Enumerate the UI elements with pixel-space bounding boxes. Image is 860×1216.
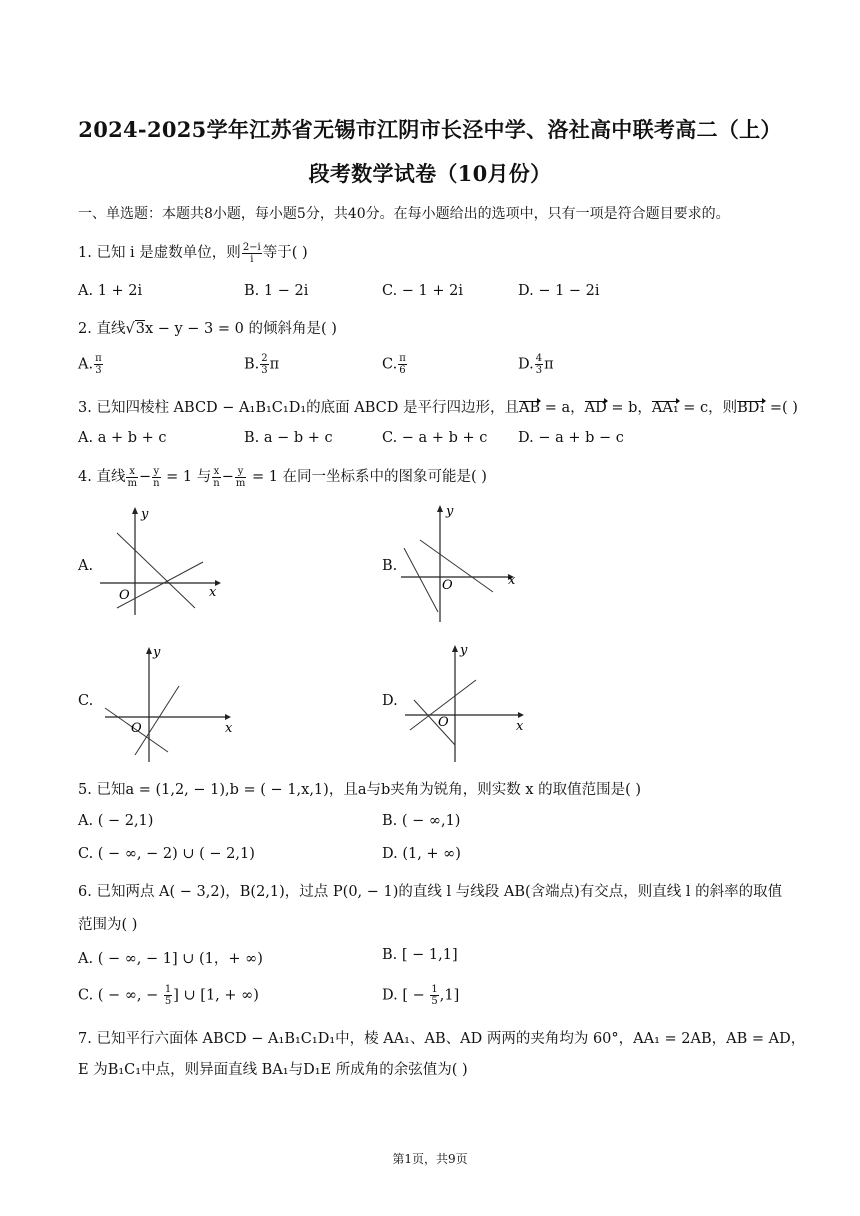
- q5-option-a[interactable]: A. ( − 2,1): [78, 813, 154, 829]
- q1-fraction: $\frac{2-i}{i}$: [242, 241, 261, 265]
- question-5: 5. 已知a = (1,2, − 1),b = ( − 1,x,1)，且a与b夹角为锐角，则实数 x 的取值范围是( ): [78, 782, 642, 798]
- q5-option-d[interactable]: D. (1, + ∞): [382, 846, 461, 862]
- graph-b-x-label: x: [508, 573, 516, 588]
- graph-b[interactable]: [398, 500, 528, 625]
- q1-stem-post: 等于( ): [262, 245, 308, 261]
- q2-root: 3: [135, 321, 145, 337]
- question-3: 3. 已知四棱柱 ABCD − A₁B₁C₁D₁的底面 ABCD 是平行四边形，且AB = a，AD = b，AA₁ = c，则BD₁ =( ): [78, 400, 798, 416]
- q6-option-d[interactable]: D. [ − $\frac{1}{5}$ ,1]: [382, 984, 460, 1007]
- graph-c-x-label: x: [225, 721, 233, 736]
- question-6-line1: 6. 已知两点 A( − 3,2)，B(2,1)，过点 P(0, − 1)的直线 l 与线段 AB(含端点)有交点，则直线 l 的斜率的取值: [78, 884, 783, 900]
- graph-a-origin: O: [119, 588, 130, 603]
- q4-option-b-label[interactable]: B.: [382, 558, 398, 574]
- vector-ab: AB: [518, 400, 541, 416]
- vector-bd1: BD₁: [737, 400, 766, 416]
- q1-option-b[interactable]: B. 1 − 2i: [244, 283, 309, 299]
- q2-stem-post: x − y − 3 = 0 的倾斜角是( ): [144, 321, 337, 337]
- q6-option-b[interactable]: B. [ − 1,1]: [382, 947, 458, 963]
- graph-b-origin: O: [442, 578, 453, 593]
- q4-option-a-label[interactable]: A.: [78, 558, 94, 574]
- graph-a[interactable]: [95, 500, 230, 620]
- q1-option-c[interactable]: C. − 1 + 2i: [382, 283, 464, 299]
- q3-stem: 3. 已知四棱柱 ABCD − A₁B₁C₁D₁的底面 ABCD 是平行四边形，且: [78, 400, 519, 416]
- question-1: [78, 241, 308, 265]
- vector-aa1: AA₁: [651, 400, 679, 416]
- question-6-line2: 范围为( ): [78, 917, 138, 933]
- q2-stem-pre: 2. 直线: [78, 321, 126, 337]
- q3-option-b[interactable]: B. a − b + c: [244, 430, 333, 446]
- section-heading: 一、单选题：本题共8小题，每小题5分，共40分。在每小题给出的选项中，只有一项是符合题目要求的。: [78, 206, 730, 222]
- graph-d-x-label: x: [516, 719, 524, 734]
- graph-a-x-label: x: [209, 585, 217, 600]
- q3-option-c[interactable]: C. − a + b + c: [382, 430, 488, 446]
- graph-c-y-label: y: [153, 645, 161, 660]
- q2-option-a[interactable]: A. $\frac{\pi}{3}$: [78, 353, 102, 376]
- q1-option-d[interactable]: D. − 1 − 2i: [518, 283, 600, 299]
- graph-d[interactable]: [400, 640, 530, 765]
- q6-option-a[interactable]: A. ( − ∞, − 1] ∪ (1，+ ∞): [78, 951, 263, 967]
- exam-title-line1: 2024-2025学年江苏省无锡市江阴市长泾中学、洛社高中联考高二（上）: [78, 117, 782, 142]
- q3-option-d[interactable]: D. − a + b − c: [518, 430, 624, 446]
- question-7-line1: 7. 已知平行六面体 ABCD − A₁B₁C₁D₁中，棱 AA₁、AB、AD 两两的夹角均为 60°，AA₁ = 2AB，AB = AD，: [78, 1031, 806, 1047]
- q6-option-c[interactable]: C. ( − ∞, − $\frac{1}{5}$ ] ∪ [1, + ∞): [78, 984, 259, 1007]
- graph-c-origin: O: [131, 721, 142, 736]
- sqrt-sign: √: [125, 321, 135, 337]
- q4-option-d-label[interactable]: D.: [382, 693, 398, 709]
- q3-option-a[interactable]: A. a + b + c: [78, 430, 167, 446]
- q2-option-b[interactable]: B. $\frac{2}{3}$ π: [244, 353, 280, 376]
- graph-d-y-label: y: [460, 643, 468, 658]
- graph-b-y-label: y: [446, 504, 454, 519]
- q1-option-a[interactable]: A. 1 + 2i: [78, 283, 143, 299]
- graph-c[interactable]: [95, 640, 245, 765]
- q2-option-d[interactable]: D. $\frac{4}{3}$ π: [518, 353, 554, 376]
- graph-d-origin: O: [438, 715, 449, 730]
- exam-title-line2: 段考数学试卷（10月份）: [308, 161, 552, 186]
- page-footer: 第1页，共9页: [392, 1152, 468, 1166]
- question-7-line2: E 为B₁C₁中点，则异面直线 BA₁与D₁E 所成角的余弦值为( ): [78, 1062, 468, 1078]
- q1-stem-pre: 1. 已知 i 是虚数单位，则: [78, 245, 241, 261]
- graph-a-y-label: y: [141, 507, 149, 522]
- question-2: [78, 317, 337, 338]
- vector-ad: AD: [584, 400, 607, 416]
- q4-option-c-label[interactable]: C.: [78, 693, 94, 709]
- q5-option-b[interactable]: B. ( − ∞,1): [382, 813, 461, 829]
- q2-option-c[interactable]: C. $\frac{\pi}{6}$: [382, 353, 406, 376]
- q5-option-c[interactable]: C. ( − ∞, − 2) ∪ ( − 2,1): [78, 846, 255, 862]
- question-4: 4. 直线 $\frac{x}{m}$ − $\frac{y}{n}$ = 1 与 $\frac{x}{n}$ − $\frac{y}{m}$ = 1 在同一坐标系中的图象可能是( ): [78, 465, 487, 489]
